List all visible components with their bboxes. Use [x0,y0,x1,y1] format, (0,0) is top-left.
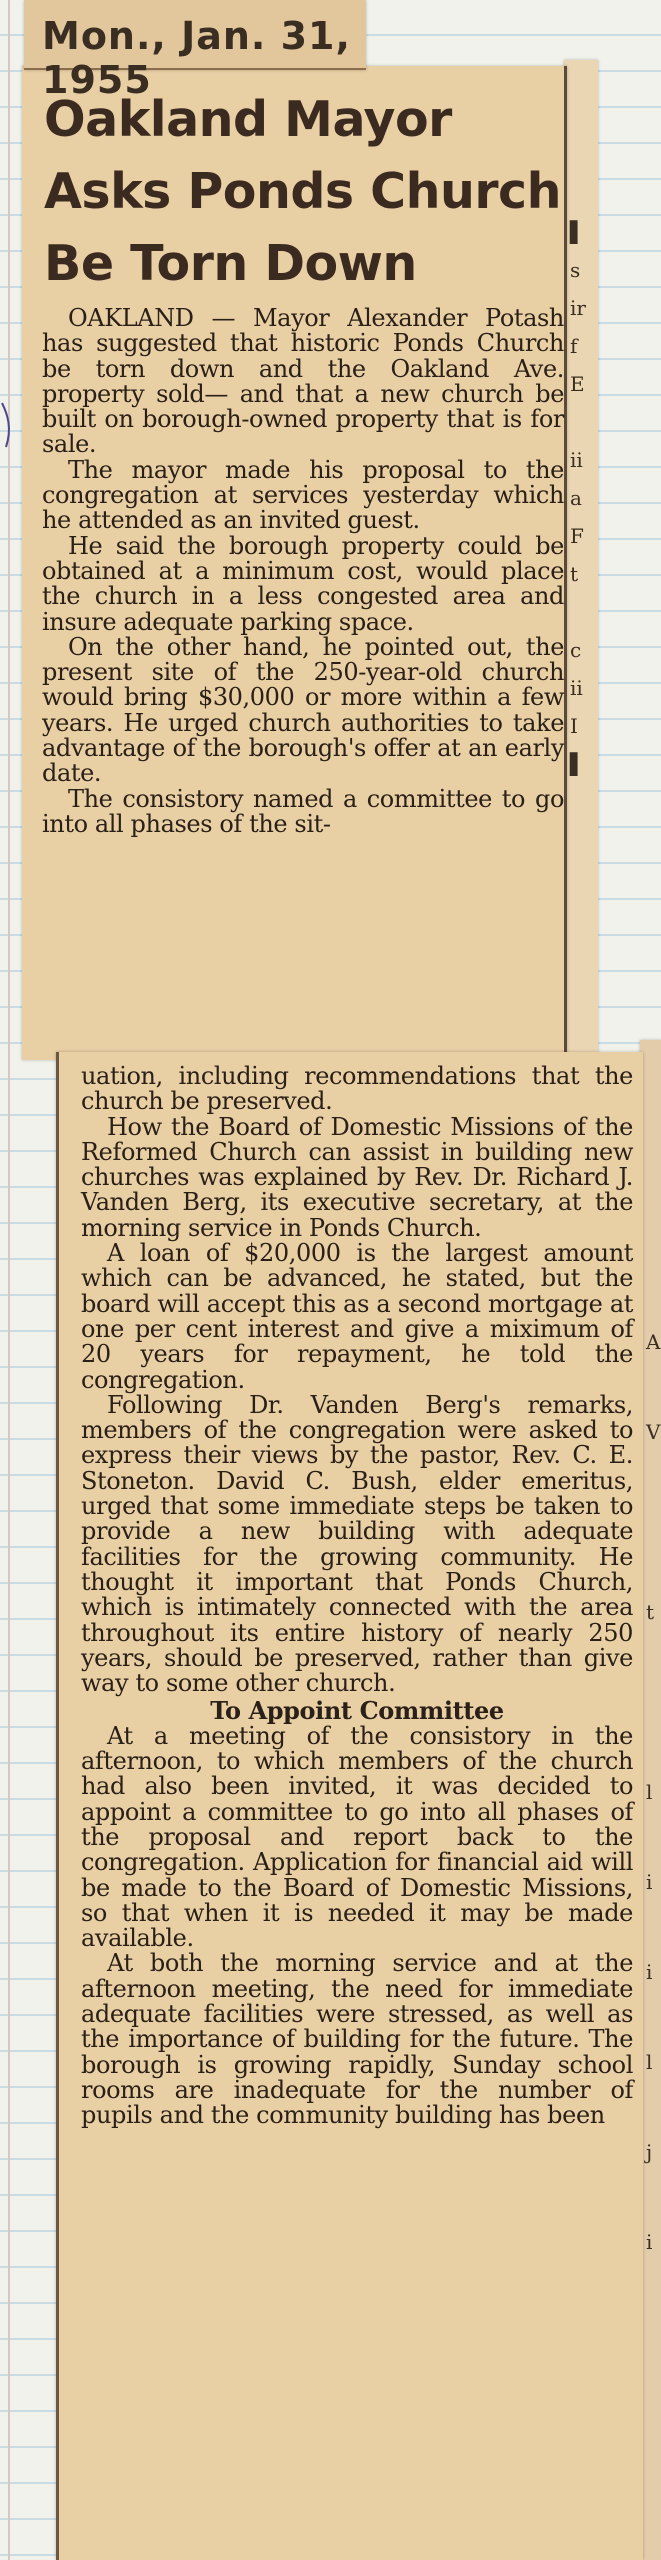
neighbor-letter: A [646,1330,661,1354]
paragraph: Following Dr. Vanden Berg's remarks, members of the congregation were asked to express their views by the pastor, Rev. C. E. Stoneton. David C. Bush, elder emeritus, urged that some immediate steps be taken to provide a new building with adequate facilities for the growing community. He thought it important that Ponds Church, which is intimately connected with the area throughout its entire history of nearly 250 years, should be preserved, rather than give way to some other church. [81,1390,633,1698]
neighbor-letter: f [570,334,578,358]
neighbor-letter: a [570,486,582,510]
dateline-strip [24,0,366,102]
neighbor-letter: s [570,258,581,282]
paragraph: The mayor made his proposal to the congregation at services yesterday which he attended as an invited guest. [42,455,564,535]
paragraph-continued: uation, including recommendations that the church be preserved. [81,1062,633,1116]
neighbor-letter: i [646,2230,653,2254]
pen-mark [0,395,18,455]
article-column-top [42,306,564,837]
neighbor-letter: i [646,1870,653,1894]
neighbor-letter: i [646,1960,653,1984]
subhead: To Appoint Committee [210,1696,504,1726]
headline: Oakland Mayor Asks Ponds Church Be Torn Down [44,91,561,292]
neighbor-letter: l [646,1780,653,1804]
neighbor-letter: F [570,524,584,548]
margin-line [8,0,10,2560]
paragraph: At a meeting of the consistory in the afternoon, to which members of the church had also been invited, it was decided to appoint a committee to go into all phases of the proposal and report back to the congregation. Application for financial aid will be made to the Board of Domestic Missions, so that when it is needed it may be made available. [81,1721,633,1953]
article-column-bottom [81,1064,633,2128]
neighbor-letter: j [646,2140,653,2164]
neighbor-letter: t [570,562,579,586]
neighbor-letter: ii [570,448,583,472]
neighbor-letter: E [570,372,585,396]
neighbor-letter: ii [570,676,583,700]
neighbor-letter: c [570,638,582,662]
paragraph: The consistory named a committee to go into all phases of the sit- [42,784,564,838]
neighbor-letter: V [646,1420,661,1444]
dateline: Mon., Jan. 31, 1955 [42,14,351,102]
clipping-top-section [22,66,567,1060]
paragraph: On the other hand, he pointed out, the present site of the 250-year-old church would bring $30,000 or more within a few years. He urged church authorities to take advantage of the borough's offer at an early date. [42,632,564,788]
neighbor-letter: t [646,1600,655,1624]
neighbor-clipping-top [564,60,598,1060]
neighbor-clipping-bottom [640,1040,661,2560]
neighbor-letter: ir [570,296,586,320]
neighbor-letter: ▌ [570,752,586,776]
clipping-bottom-section [56,1052,643,2560]
neighbor-letter: ▌ [570,220,586,244]
paragraph: How the Board of Domestic Missions of the Reformed Church can assist in building new churches was explained by Rev. Dr. Richard J. Vanden Berg, its executive secretary, at the morning service in Ponds Church. [81,1112,633,1242]
neighbor-letter: I [570,714,578,738]
paragraph: A loan of $20,000 is the largest amount which can be advanced, he stated, but the board will accept this as a second mortgage at one per cent interest and give a miximum of 20 years for repayment, he told the congregation. [81,1239,633,1394]
paragraph: He said the borough property could be obtained at a minimum cost, would place the church in a less congested area and insure adequate parking space. [42,531,564,636]
paragraph: OAKLAND — Mayor Alexander Potash has suggested that historic Ponds Church be torn down and the Oakland Ave. property sold— and that a new church be built on borough-owned property that is for sale. [42,304,564,459]
neighbor-letter: l [646,2050,653,2074]
paragraph: At both the morning service and at the afternoon meeting, the need for immediate adequate facilities were stressed, as well as the importance of building for the future. The borough is growing rapidly, Sunday school rooms are inadequate for the number of pupils and the community building has been [81,1949,633,2130]
